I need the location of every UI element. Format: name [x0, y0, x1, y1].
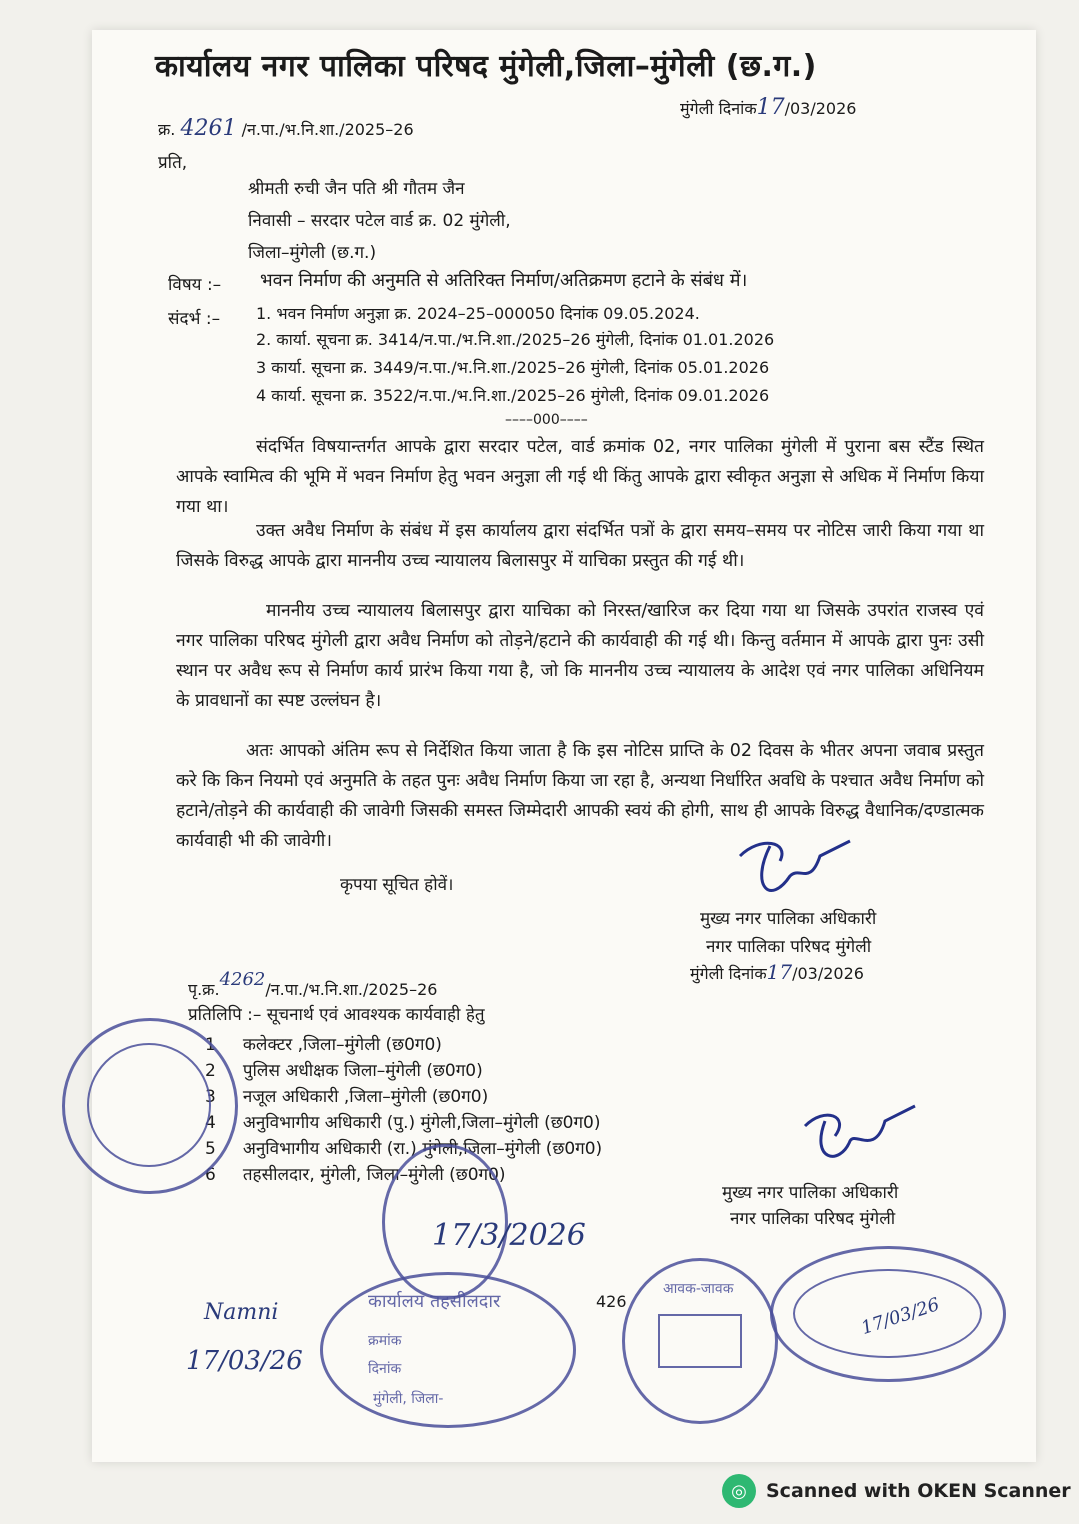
- copy-label: प्रतिलिपि :– सूचनार्थ एवं आवश्यक कार्यवाही हेतु: [188, 1005, 485, 1025]
- recipient-address: निवासी – सरदार पटेल वार्ड क्र. 02 मुंगेली,: [248, 211, 511, 231]
- paragraph-2: उक्त अवैध निर्माण के संबंध में इस कार्यालय द्वारा संदर्भित पत्रों के द्वारा समय–समय पर नोटिस जारी किया गया था जिसके विरुद्ध आपके द्वारा माननीय उच्च न्यायालय बिलासपुर में याचिका प्रस्तुत की गई थी।: [176, 521, 984, 571]
- closing-line: कृपया सूचित होवें।: [340, 875, 454, 895]
- copy-item-3: 3 नजूल अधिकारी ,जिला–मुंगेली (छ0ग0): [205, 1087, 489, 1107]
- signatory2-title: मुख्य नगर पालिका अधिकारी: [722, 1183, 899, 1203]
- signature-1: [730, 826, 860, 916]
- reference-number: क्र. 4261 /न.पा./भ.नि.शा./2025–26: [158, 116, 414, 141]
- signatory2-office: नगर पालिका परिषद मुंगेली: [730, 1209, 896, 1229]
- letter-date: मुंगेली दिनांक17/03/2026: [680, 95, 857, 120]
- copy-reference: पृ.क्र.4262/न.पा./भ.नि.शा./2025–26: [188, 969, 438, 999]
- signatory1-title: मुख्य नगर पालिका अधिकारी: [700, 909, 877, 929]
- reference-item-2: 2. कार्या. सूचना क्र. 3414/न.पा./भ.नि.शा./2025–26 मुंगेली, दिनांक 01.01.2026: [256, 330, 775, 349]
- scanner-logo-icon: ◎: [722, 1474, 756, 1508]
- copy-item-2: 2 पुलिस अधीक्षक जिला–मुंगेली (छ0ग0): [205, 1061, 483, 1081]
- signatory1-date: मुंगेली दिनांक17/03/2026: [690, 960, 864, 984]
- references-label: संदर्भ :–: [168, 309, 221, 329]
- subject-label: विषय :–: [168, 275, 222, 295]
- separator: ––––000––––: [505, 412, 588, 428]
- collector-office-stamp: [62, 1018, 238, 1194]
- handwritten-name: Namni: [204, 1300, 279, 1325]
- tahsildar-stamp: कार्यालय तहसीलदार क्रमांक दिनांक मुंगेली, जिला-: [320, 1272, 576, 1428]
- copy-item-6: 6 तहसीलदार, मुंगेली, जिला–मुंगेली (छ0ग0): [205, 1165, 506, 1185]
- reference-item-4: 4 कार्या. सूचना क्र. 3522/न.पा./भ.नि.शा./2025–26 मुंगेली, दिनांक 09.01.2026: [256, 386, 770, 405]
- copy-item-4: 4 अनुविभागीय अधिकारी (पु.) मुंगेली,जिला–मुंगेली (छ0ग0): [205, 1113, 601, 1133]
- copy-item-1: 1 कलेक्टर ,जिला–मुंगेली (छ0ग0): [205, 1035, 442, 1055]
- signatory1-office: नगर पालिका परिषद मुंगेली: [706, 937, 872, 957]
- scanner-watermark: ◎ Scanned with OKEN Scanner: [722, 1474, 1071, 1508]
- reference-item-1: 1. भवन निर्माण अनुज्ञा क्र. 2024–25–000050 दिनांक 09.05.2024.: [256, 304, 700, 323]
- reference-item-3: 3 कार्या. सूचना क्र. 3449/न.पा./भ.नि.शा./2025–26 मुंगेली, दिनांक 05.01.2026: [256, 358, 770, 377]
- recipient-district: जिला–मुंगेली (छ.ग.): [248, 243, 377, 263]
- office-header: कार्यालय नगर पालिका परिषद मुंगेली,जिला–मुंगेली (छ.ग.): [155, 49, 817, 84]
- handwritten-stamp-date: 17/03/26: [858, 1294, 943, 1339]
- paragraph-3: माननीय उच्च न्यायालय बिलासपुर द्वारा याचिका को निरस्त/खारिज कर दिया गया था जिसके उपरांत राजस्व एवं नगर पालिका परिषद मुंगेली द्वारा अवैध निर्माण को तोड़ने/हटाने की कार्यवाही की गई थी। किन्तु वर्तमान में आपके द्वारा पुनः उसी स्थान पर अवैध रूप से निर्माण कार्य प्रारंभ किया गया है, जो कि माननीय उच्च न्यायालय के आदेश एवं नगर पालिका अधिनियम के प्रावधानों का स्पष्ट उल्लंघन है।: [176, 601, 984, 711]
- handwritten-date-1: 17/03/26: [186, 1346, 303, 1376]
- page-number: 426: [596, 1292, 627, 1311]
- paragraph-4: अतः आपको अंतिम रूप से निर्देशित किया जाता है कि इस नोटिस प्राप्ति के 02 दिवस के भीतर अपना जवाब प्रस्तुत करे कि किन नियमो एवं अनुमति के तहत पुनः अवैध निर्माण किया जा रहा है, अन्यथा निर्धारित अवधि के पश्चात अवैध निर्माण को हटाने/तोड़ने की कार्यवाही की जावेगी जिसकी समस्त जिम्मेदारी आपकी स्वयं की होगी, साथ ही आपके विरुद्ध वैधानिक/दण्डात्मक कार्यवाही भी की जावेगी।: [176, 741, 984, 851]
- recipient-name: श्रीमती रुची जैन पति श्री गौतम जैन: [248, 179, 465, 199]
- to-label: प्रति,: [158, 153, 188, 173]
- signature-2: [790, 1096, 920, 1176]
- copy-item-5: 5 अनुविभागीय अधिकारी (रा.) मुंगेली,जिला–मुंगेली (छ0ग0): [205, 1139, 603, 1159]
- handwritten-date-2: 17/3/2026: [432, 1218, 586, 1253]
- subject-text: भवन निर्माण की अनुमति से अतिरिक्त निर्माण/अतिक्रमण हटाने के संबंध में।: [260, 270, 748, 291]
- avak-javak-stamp: आवक-जावक: [622, 1258, 778, 1424]
- paragraph-1: संदर्भित विषयान्तर्गत आपके द्वारा सरदार पटेल, वार्ड क्रमांक 02, नगर पालिका मुंगेली में पुराना बस स्टैंड स्थित आपके स्वामित्व की भूमि में भवन निर्माण हेतु भवन अनुज्ञा ली गई थी किंतु आपके द्वारा स्वीकृत अनुज्ञा से अधिक में निर्माण किया गया था।: [176, 437, 984, 517]
